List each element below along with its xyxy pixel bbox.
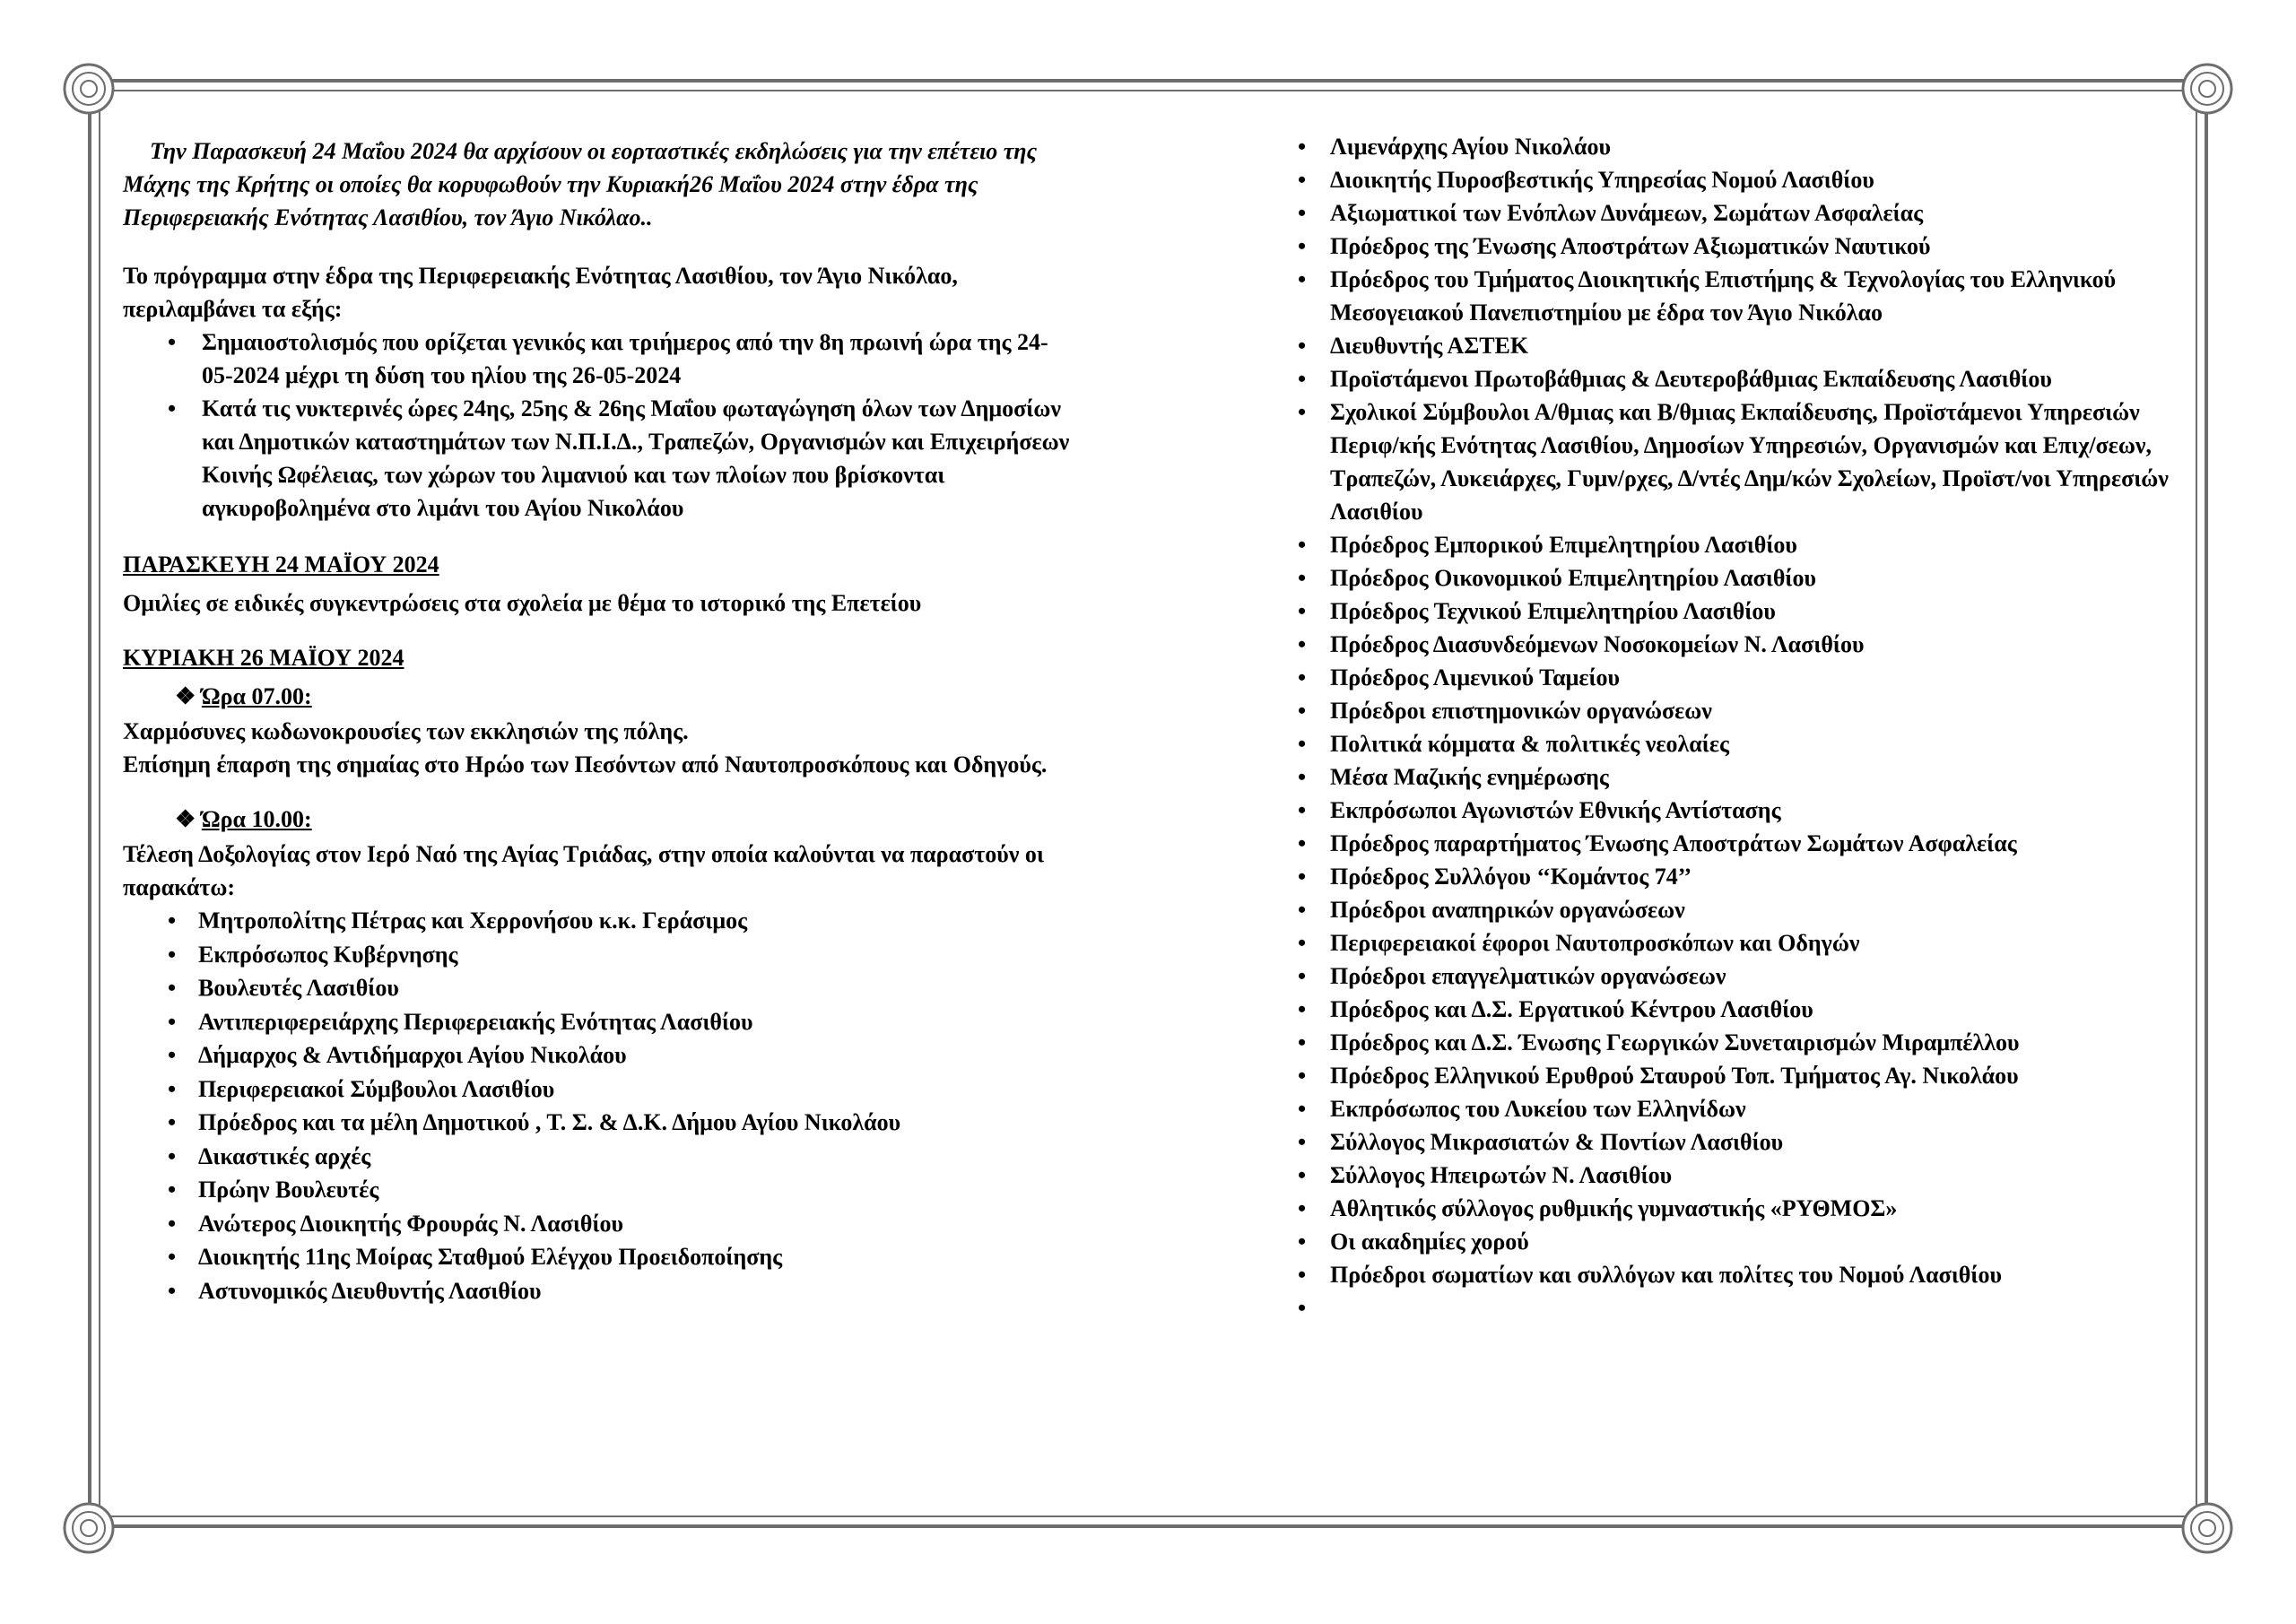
corner-ornament-top-left xyxy=(61,61,117,117)
invitee-item: • Αξιωματικοί των Ενόπλων Δυνάμεων, Σωμάτων Ασφαλείας xyxy=(1305,196,2175,230)
corner-ornament-bottom-right xyxy=(2179,1500,2235,1556)
time-1000 xyxy=(123,803,1074,836)
invitee-item: • Αστυνομικός Διευθυντής Λασιθίου xyxy=(168,1274,1074,1308)
invitee-item: • Πρόεδρος και Δ.Σ. Ένωσης Γεωργικών Συνεταιρισμών Μιραμπέλλου xyxy=(1305,1026,2175,1059)
friday-text: Ομιλίες σε ειδικές συγκεντρώσεις στα σχολεία με θέμα το ιστορικό της Επετείου xyxy=(123,590,922,616)
invitee-item: • Αντιπεριφερειάρχης Περιφερειακής Ενότητας Λασιθίου xyxy=(168,1005,1074,1039)
program-item: • Κατά τις νυκτερινές ώρες 24ης, 25ης & 26ης Μαΐου φωταγώγηση όλων των Δημοσίων και Δημοτικών καταστημάτων των Ν.Π.Ι.Δ., Τραπεζών, Οργανισμών και Επιχειρήσεων Κοινής Ωφέλειας, των χώρων του λιμανιού και των πλοίων που βρίσκονται αγκυροβολημένα στο λιμάνι του Αγίου Νικολάου xyxy=(168,392,1074,525)
invitee-item: • Σύλλογος Ηπειρωτών Ν. Λασιθίου xyxy=(1305,1159,2175,1192)
invitee-item: • Βουλευτές Λασιθίου xyxy=(168,971,1074,1005)
program-item: • Σημαιοστολισμός που ορίζεται γενικός και τριήμερος από την 8η πρωινή ώρα της 24-05-2024 μέχρι τη δύση του ηλίου της 26-05-2024 xyxy=(168,326,1074,392)
diamond-bullet-icon: ❖ xyxy=(175,806,196,832)
invitee-item: • Πρόεδρος Τεχνικού Επιμελητηρίου Λασιθίου xyxy=(1305,595,2175,628)
invitee-item: • Πρόεδροι αναπηρικών οργανώσεων xyxy=(1305,893,2175,926)
program-list xyxy=(123,326,1074,525)
time-0700 xyxy=(123,680,1074,713)
invitee-item: • Διοικητής Πυροσβεστικής Υπηρεσίας Νομού Λασιθίου xyxy=(1305,163,2175,196)
invitee-item: • Πρόεδρος Εμπορικού Επιμελητηρίου Λασιθίου xyxy=(1305,528,2175,561)
invitee-item: • Πρόεδρος και τα μέλη Δημοτικού , Τ. Σ. & Δ.Κ. Δήμου Αγίου Νικολάου xyxy=(168,1106,1074,1140)
time-label: Ώρα 07.00: xyxy=(201,683,312,709)
program-intro: Το πρόγραμμα στην έδρα της Περιφερειακής Ενότητας Λασιθίου, τον Άγιο Νικόλαο, περιλαμβάνει τα εξής: xyxy=(123,263,958,322)
invitee-item: • Δήμαρχος & Αντιδήμαρχοι Αγίου Νικολάου xyxy=(168,1038,1074,1073)
invitee-item: • Πρόεδρος παραρτήματος Ένωσης Αποστράτων Σωμάτων Ασφαλείας xyxy=(1305,827,2175,860)
intro-paragraph: Την Παρασκευή 24 Μαΐου 2024 θα αρχίσουν οι εορταστικές εκδηλώσεις για την επέτειο της Μάχης της Κρήτης οι οποίες θα κορυφωθούν την Κυριακή26 Μαΐου 2024 στην έδρα της Περιφερειακής Ενότητας Λασιθίου, τον Άγιο Νικόλαο.. xyxy=(123,138,1038,230)
invitee-item: • Πρόεδροι σωματίων και συλλόγων και πολίτες του Νομού Λασιθίου xyxy=(1305,1258,2175,1291)
friday-heading: ΠΑΡΑΣΚΕΥΗ 24 ΜΑΪΟΥ 2024 xyxy=(123,551,439,578)
time-1000-text: Τέλεση Δοξολογίας στον Ιερό Ναό της Αγίας Τριάδας, στην οποία καλούνται να παραστούν οι παρακάτω: xyxy=(123,841,1044,900)
invitee-item: • Πρόεδρος και Δ.Σ. Εργατικού Κέντρου Λασιθίου xyxy=(1305,993,2175,1026)
right-column xyxy=(1305,130,2175,1291)
invitee-item: • Πρόεδρος Λιμενικού Ταμείου xyxy=(1305,661,2175,694)
time-label: Ώρα 10.00: xyxy=(201,806,312,832)
invitee-item: • Σύλλογος Μικρασιατών & Ποντίων Λασιθίου xyxy=(1305,1125,2175,1159)
invitee-item: • Δικαστικές αρχές xyxy=(168,1140,1074,1174)
invitee-item: • Διευθυντής ΑΣΤΕΚ xyxy=(1305,329,2175,362)
invitee-item: • Πρόεδρος του Τμήματος Διοικητικής Επιστήμης & Τεχνολογίας του Ελληνικού Μεσογειακού Πανεπιστημίου με έδρα τον Άγιο Νικόλαο xyxy=(1305,263,2175,329)
invitee-item: • Ανώτερος Διοικητής Φρουράς Ν. Λασιθίου xyxy=(168,1207,1074,1241)
invitee-item: • Πρόεδρος Διασυνδεόμενων Νοσοκομείων Ν. Λασιθίου xyxy=(1305,628,2175,661)
invitees-list-left xyxy=(123,904,1074,1307)
left-column xyxy=(123,135,1074,1307)
invitee-item: • Πρόεδροι επαγγελματικών οργανώσεων xyxy=(1305,960,2175,993)
invitee-item: • Περιφερειακοί έφοροι Ναυτοπροσκόπων και Οδηγών xyxy=(1305,926,2175,960)
time-0700-text: Χαρμόσυνες κωδωνοκρουσίες των εκκλησιών της πόλης. xyxy=(123,718,689,744)
invitee-item: • Πρόεδρος Συλλόγου ‘‘Κομάντος 74’’ xyxy=(1305,860,2175,893)
invitee-item: • Εκπρόσωποι Αγωνιστών Εθνικής Αντίστασης xyxy=(1305,794,2175,827)
invitee-item: • Εκπρόσωπος του Λυκείου των Ελληνίδων xyxy=(1305,1092,2175,1125)
invitee-item: • Μέσα Μαζικής ενημέρωσης xyxy=(1305,760,2175,794)
invitee-item: • Πρόεδρος της Ένωσης Αποστράτων Αξιωματικών Ναυτικού xyxy=(1305,230,2175,263)
invitee-item: • Πρόεδρος Οικονομικού Επιμελητηρίου Λασιθίου xyxy=(1305,561,2175,595)
invitee-item: • Προϊστάμενοι Πρωτοβάθμιας & Δευτεροβάθμιας Εκπαίδευσης Λασιθίου xyxy=(1305,362,2175,395)
time-0700-text: Επίσημη έπαρση της σημαίας στο Ηρώο των Πεσόντων από Ναυτοπροσκόπους και Οδηγούς. xyxy=(123,751,1048,777)
corner-ornament-top-right xyxy=(2179,61,2235,117)
sunday-heading: ΚΥΡΙΑΚΗ 26 ΜΑΪΟΥ 2024 xyxy=(123,645,404,671)
invitee-item: • Εκπρόσωπος Κυβέρνησης xyxy=(168,938,1074,972)
invitee-item: • Περιφερειακοί Σύμβουλοι Λασιθίου xyxy=(168,1073,1074,1107)
invitee-item: • Πρόεδροι επιστημονικών οργανώσεων xyxy=(1305,694,2175,727)
invitee-item: • Λιμενάρχης Αγίου Νικολάου xyxy=(1305,130,2175,163)
corner-ornament-bottom-left xyxy=(61,1500,117,1556)
invitee-item: • Αθλητικός σύλλογος ρυθμικής γυμναστικής «ΡΥΘΜΟΣ» xyxy=(1305,1192,2175,1225)
invitee-item: • Οι ακαδημίες χορού xyxy=(1305,1225,2175,1258)
invitee-item: • Σχολικοί Σύμβουλοι Α/θμιας και Β/θμιας Εκπαίδευσης, Προϊστάμενοι Υπηρεσιών Περιφ/κής Ενότητας Λασιθίου, Δημοσίων Υπηρεσιών, Οργανισμών και Επιχ/σεων, Τραπεζών, Λυκειάρχες, Γυμν/ρχες, Δ/ντές Δημ/κών Σχολείων, Προϊστ/νοι Υπηρεσιών Λασιθίου xyxy=(1305,395,2175,528)
invitees-list-right xyxy=(1305,130,2175,1291)
invitee-item: • Μητροπολίτης Πέτρας και Χερρονήσου κ.κ. Γεράσιμος xyxy=(168,904,1074,938)
invitee-item: • Διοικητής 11ης Μοίρας Σταθμού Ελέγχου Προειδοποίησης xyxy=(168,1240,1074,1274)
diamond-bullet-icon: ❖ xyxy=(175,683,196,709)
invitee-item: • Πρώην Βουλευτές xyxy=(168,1173,1074,1207)
invitee-item: • Πολιτικά κόμματα & πολιτικές νεολαίες xyxy=(1305,727,2175,760)
invitee-item: • Πρόεδρος Ελληνικού Ερυθρού Σταυρού Τοπ. Τμήματος Αγ. Νικολάου xyxy=(1305,1059,2175,1092)
